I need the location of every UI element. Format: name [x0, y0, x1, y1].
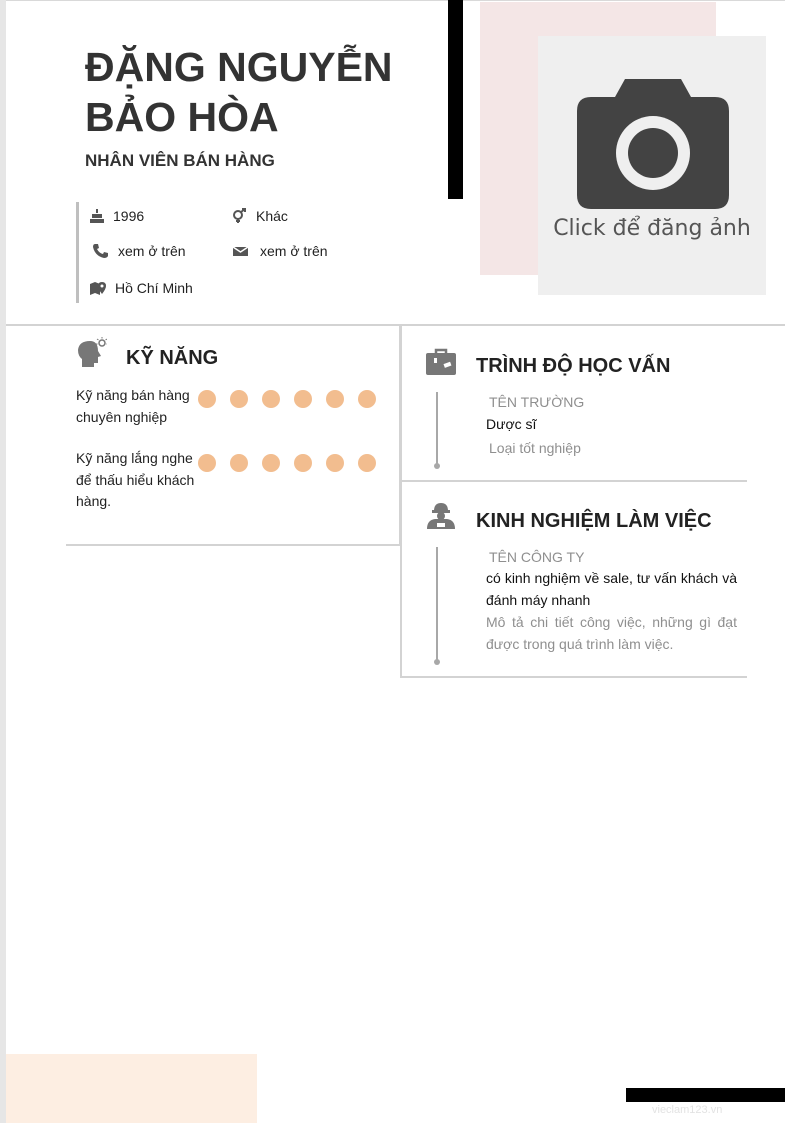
head-lightbulb-icon	[75, 336, 107, 368]
camera-icon	[575, 75, 731, 211]
location: Hồ Chí Minh	[115, 280, 193, 296]
photo-upload-label: Click để đăng ảnh	[553, 216, 751, 241]
worker-icon	[426, 501, 456, 529]
skills-bottom-border	[66, 544, 401, 546]
rating-dot	[358, 390, 376, 408]
skills-title: KỸ NĂNG	[126, 347, 219, 369]
page-edge	[0, 0, 6, 1123]
email-item	[232, 243, 328, 259]
skill-rating	[198, 390, 390, 408]
decorative-black-bar	[448, 0, 463, 199]
birth-year: 1996	[113, 208, 145, 224]
photo-upload-button[interactable]	[538, 36, 766, 295]
rating-dot	[230, 454, 248, 472]
skill-name: Kỹ năng lắng nghe để thấu hiểu khách hàng.	[76, 450, 195, 509]
rating-dot	[294, 390, 312, 408]
location-item	[89, 280, 193, 296]
page-edge-top	[6, 0, 785, 1]
company-name: TÊN CÔNG TY	[489, 549, 585, 565]
contact-divider	[76, 202, 79, 303]
rating-dot	[358, 454, 376, 472]
decorative-bottom-bar	[626, 1088, 785, 1102]
rating-dot	[294, 454, 312, 472]
experience-timeline	[436, 547, 438, 661]
rating-dot	[230, 390, 248, 408]
timeline-dot	[434, 659, 440, 665]
education-bottom-border	[401, 480, 747, 482]
gender-icon	[232, 208, 248, 224]
experience-bottom-border	[401, 676, 747, 678]
phone-icon	[92, 243, 110, 259]
header-divider	[6, 324, 785, 326]
school-name: TÊN TRƯỜNG	[489, 394, 585, 410]
rating-dot	[198, 390, 216, 408]
gender-item	[232, 208, 288, 224]
email: xem ở trên	[260, 243, 328, 259]
gender: Khác	[256, 208, 288, 224]
education-title: TRÌNH ĐỘ HỌC VẤN	[476, 355, 671, 377]
job-description: Mô tả chi tiết công việc, những gì đạt được trong quá trình làm việc.	[486, 614, 737, 652]
skill-name: Kỹ năng bán hàng chuyên nghiệp	[76, 387, 190, 425]
birthday-cake-icon	[89, 208, 105, 224]
map-marker-icon	[89, 280, 107, 296]
birth-year-item	[89, 208, 144, 224]
rating-dot	[198, 454, 216, 472]
job-title: NHÂN VIÊN BÁN HÀNG	[85, 151, 275, 170]
skill-rating	[198, 454, 390, 472]
rating-dot	[326, 390, 344, 408]
decorative-peach-block	[6, 1054, 257, 1123]
watermark: vieclam123.vn	[652, 1104, 723, 1116]
timeline-dot	[434, 463, 440, 469]
experience-title: KINH NGHIỆM LÀM VIỆC	[476, 510, 712, 532]
rating-dot	[326, 454, 344, 472]
envelope-icon	[232, 243, 252, 259]
phone-item	[92, 243, 186, 259]
graduation-grade: Loại tốt nghiệp	[489, 440, 581, 456]
phone: xem ở trên	[118, 243, 186, 259]
education-timeline	[436, 392, 438, 466]
rating-dot	[262, 454, 280, 472]
briefcase-icon	[426, 348, 456, 375]
right-column-border	[400, 326, 402, 678]
candidate-name	[85, 42, 445, 142]
major: Dược sĩ	[486, 416, 537, 432]
job-position: có kinh nghiệm về sale, tư vấn khách và đánh máy nhanh	[486, 570, 737, 608]
candidate-name-line2: BẢO HÒA	[85, 94, 279, 140]
rating-dot	[262, 390, 280, 408]
candidate-name-line1: ĐẶNG NGUYỄN	[85, 44, 393, 90]
